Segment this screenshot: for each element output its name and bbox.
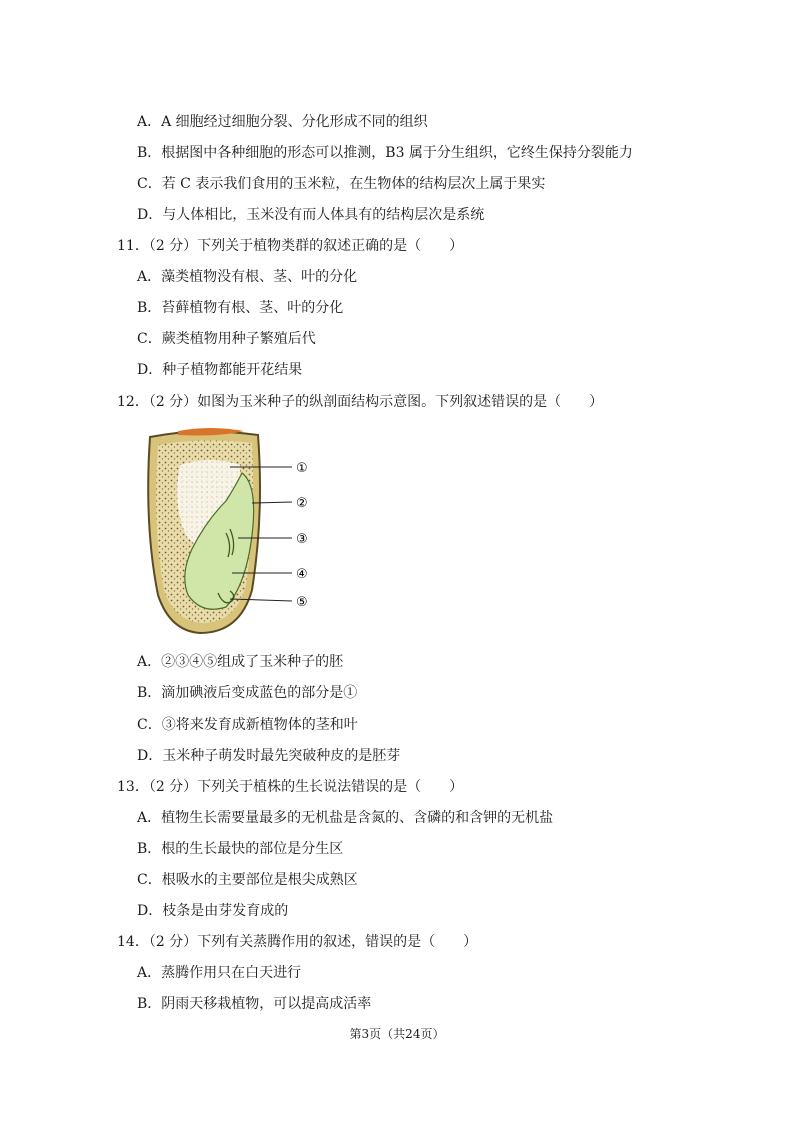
q11-option-a: A．藻类植物没有根、茎、叶的分化	[137, 269, 358, 285]
label-3: ③	[296, 532, 308, 547]
q11-option-b: B．苔藓植物有根、茎、叶的分化	[137, 300, 344, 316]
label-4: ④	[296, 567, 308, 582]
label-2: ②	[296, 496, 308, 511]
q12-option-a: A．②③④⑤组成了玉米种子的胚	[137, 654, 344, 670]
q13-stem: 13．（2 分）下列关于植株的生长说法错误的是（ ）	[117, 779, 464, 795]
q11-stem: 11．（2 分）下列关于植物类群的叙述正确的是（ ）	[117, 238, 464, 254]
corn-seed-diagram	[140, 425, 340, 640]
label-5: ⑤	[296, 595, 308, 610]
q12-stem: 12．（2 分）如图为玉米种子的纵剖面结构示意图。下列叙述错误的是（ ）	[117, 394, 604, 410]
q14-option-a: A．蒸腾作用只在白天进行	[137, 965, 302, 981]
q13-option-c: C．根吸水的主要部位是根尖成熟区	[137, 872, 358, 888]
q12-option-b: B．滴加碘液后变成蓝色的部分是①	[137, 685, 358, 701]
q12-option-c: C．③将来发育成新植物体的茎和叶	[137, 717, 358, 733]
q13-option-a: A．植物生长需要量最多的无机盐是含氮的、含磷的和含钾的无机盐	[137, 810, 554, 826]
q10-option-a: A．A 细胞经过细胞分裂、分化形成不同的组织	[137, 114, 428, 130]
q10-option-d: D．与人体相比，玉米没有而人体具有的结构层次是系统	[137, 207, 485, 223]
q14-stem: 14．（2 分）下列有关蒸腾作用的叙述，错误的是（ ）	[117, 934, 478, 950]
q10-option-c: C．若 C 表示我们食用的玉米粒，在生物体的结构层次上属于果实	[137, 176, 546, 192]
q13-option-b: B．根的生长最快的部位是分生区	[137, 841, 344, 857]
q14-option-b: B．阴雨天移栽植物，可以提高成活率	[137, 996, 372, 1012]
page-footer: 第3页（共24页）	[349, 1027, 445, 1041]
label-1: ①	[296, 461, 308, 476]
q10-option-b: B．根据图中各种细胞的形态可以推测，B3 属于分生组织，它终生保持分裂能力	[137, 145, 633, 161]
q11-option-c: C．蕨类植物用种子繁殖后代	[137, 331, 316, 347]
q12-option-d: D．玉米种子萌发时最先突破种皮的是胚芽	[137, 748, 401, 764]
q13-option-d: D．枝条是由芽发育成的	[137, 903, 289, 919]
q11-option-d: D．种子植物都能开花结果	[137, 362, 303, 378]
